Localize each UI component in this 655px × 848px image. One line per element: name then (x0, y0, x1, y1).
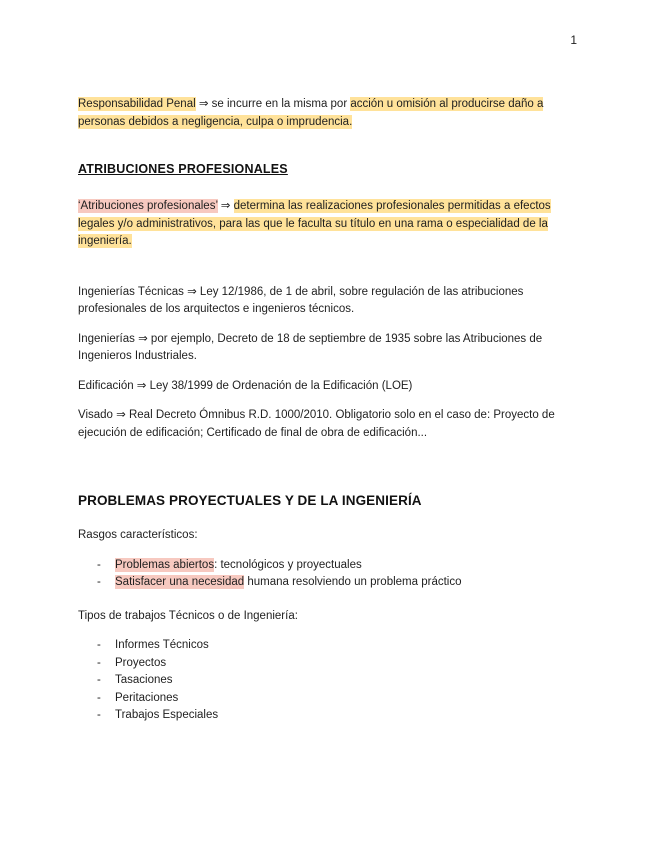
list-item (78, 574, 578, 592)
page-content (78, 96, 578, 741)
list-item (78, 637, 578, 655)
highlighted-term: Responsabilidad Penal (78, 98, 196, 110)
list-item-text: Peritaciones (115, 691, 179, 704)
list-item (78, 690, 578, 708)
plain-text: humana resolviendo un problema práctico (244, 576, 462, 588)
highlighted-text: determina las realizaciones profesionales permitidas a efectos legales y/o administrativos, para las que le faculta su título en una rama o especialidad de la ingeniería. (78, 200, 551, 247)
list-item (78, 707, 578, 725)
list-item-text: Informes Técnicos (115, 639, 209, 651)
list-item-text (115, 557, 578, 575)
heading-problemas-proyectuales: PROBLEMAS PROYECTUALES Y DE LA INGENIERÍA (78, 493, 422, 508)
paragraph-atribuciones-definicion (78, 198, 578, 251)
tipos-list (78, 637, 578, 725)
label-tipos-de-trabajos: Tipos de trabajos Técnicos o de Ingeniería: (78, 609, 298, 622)
bullet-dash: - (97, 639, 101, 651)
highlighted-text: acción u omisión al producirse daño a personas debidos a negligencia, culpa o imprudencia. (78, 98, 544, 128)
list-item (78, 672, 578, 690)
bullet-dash: - (97, 674, 101, 686)
plain-text: : tecnológicos y proyectuales (214, 558, 362, 571)
paragraph-ingenierias: Ingenierías ⇒ por ejemplo, Decreto de 18 de septiembre de 1935 sobre las Atribuciones de Ingenieros Industriales. (78, 332, 543, 362)
paragraph-edificacion: Edificación ⇒ Ley 38/1999 de Ordenación de la Edificación (LOE) (78, 379, 413, 392)
page-number: 1 (570, 33, 577, 47)
bullet-dash: - (97, 709, 101, 721)
highlighted-term: ‘Atribuciones profesionales’ (78, 200, 218, 212)
list-item (78, 655, 578, 673)
plain-text: ⇒ (217, 200, 234, 212)
heading-atribuciones-profesionales: ATRIBUCIONES PROFESIONALES (78, 162, 288, 176)
highlighted-term: Problemas abiertos (115, 558, 215, 571)
paragraph-responsabilidad-penal (78, 96, 578, 131)
rasgos-list (78, 557, 578, 592)
bullet-dash: - (97, 558, 101, 571)
list-item (78, 557, 578, 575)
bullet-dash: - (97, 576, 101, 588)
list-item-text (115, 574, 578, 592)
highlighted-term: Satisfacer una necesidad (115, 576, 245, 588)
plain-text: ⇒ se incurre en la misma por (195, 98, 351, 110)
bullet-dash: - (97, 656, 101, 669)
label-rasgos-caracteristicos: Rasgos característicos: (78, 529, 198, 541)
bullet-dash: - (97, 691, 101, 704)
list-item-text: Trabajos Especiales (115, 709, 219, 721)
list-item-text: Tasaciones (115, 674, 173, 686)
list-item-text: Proyectos (115, 656, 167, 669)
paragraph-visado: Visado ⇒ Real Decreto Ómnibus R.D. 1000/2010. Obligatorio solo en el caso de: Proyecto de ejecución de edificación; Certificado de final de obra de edificación... (78, 409, 555, 439)
paragraph-ingenierias-tecnicas: Ingenierías Técnicas ⇒ Ley 12/1986, de 1 de abril, sobre regulación de las atribuciones profesionales de los arquitectos e ingenieros técnicos. (78, 285, 524, 315)
